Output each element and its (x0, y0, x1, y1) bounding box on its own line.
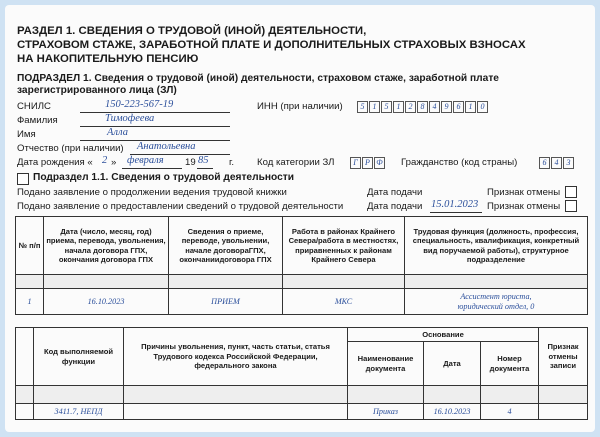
dob-year[interactable]: 85 (198, 155, 209, 166)
application-info-cancel-label: Признак отмены (487, 201, 561, 212)
row-labor-function-line-2: юридический отдел, 0 (457, 301, 535, 311)
row-blank (16, 404, 34, 420)
inn-digit: 1 (369, 101, 380, 113)
dob-label: Дата рождения « (17, 157, 93, 168)
inn-label: ИНН (при наличии) (257, 101, 343, 112)
employment-events-table (15, 216, 588, 315)
basis-table (15, 327, 588, 420)
header-north-work: Работа в районах Крайнего Севера/работа в местностях, приравненных к районам Крайнего Севера (283, 217, 405, 275)
header-document-name: Наименование документа (348, 342, 424, 386)
application-continue-cancel-checkbox[interactable] (565, 186, 577, 198)
inn-cells[interactable] (357, 101, 489, 113)
table1-spacer-row (16, 275, 588, 289)
section-title-line-3: НА НАКОПИТЕЛЬНУЮ ПЕНСИЮ (17, 53, 199, 65)
application-info-date-label: Дата подачи (367, 201, 423, 212)
application-continue-label: Подано заявление о продолжении ведения трудовой книжки (17, 187, 287, 198)
row-cancel-sign[interactable] (539, 404, 588, 420)
header-document-date: Дата (424, 342, 481, 386)
subsection-checkbox[interactable] (17, 173, 29, 185)
header-function-code: Код выполняемой функции (34, 328, 124, 386)
inn-digit: 1 (465, 101, 476, 113)
dob-year-underline (197, 168, 213, 169)
row-document-name[interactable]: Приказ (348, 404, 424, 420)
application-continue-date-label: Дата подачи (367, 187, 423, 198)
table2-spacer-row (16, 386, 588, 404)
row-labor-function-line-1: Ассистент юриста, (460, 292, 532, 301)
snils-value[interactable]: 150-223-567-19 (105, 99, 174, 110)
inn-digit: 2 (405, 101, 416, 113)
row-document-number[interactable]: 4 (481, 404, 539, 420)
dob-month[interactable]: февраля (127, 155, 164, 166)
inn-digit: 8 (417, 101, 428, 113)
category-char: Ф (374, 157, 385, 169)
section-title-line-2: СТРАХОВОМ СТАЖЕ, ЗАРАБОТНОЙ ПЛАТЕ И ДОПОЛНИТЕЛЬНЫХ СТРАХОВЫХ ВЗНОСАХ (17, 39, 526, 51)
inn-digit: 6 (453, 101, 464, 113)
category-cells[interactable] (350, 157, 386, 169)
patronymic-value[interactable]: Анатольевна (137, 141, 196, 152)
citizenship-char: 4 (551, 157, 562, 169)
section-title-line-1: РАЗДЕЛ 1. СВЕДЕНИЯ О ТРУДОВОЙ (ИНОЙ) ДЕЯТЕЛЬНОСТИ, (17, 25, 367, 37)
header-event-info: Сведения о приеме, переводе, увольнении, начале договораГПХ, окончаниидоговора ГПХ (169, 217, 283, 275)
row-dismissal-reason[interactable] (124, 404, 348, 420)
citizenship-cells[interactable] (539, 157, 575, 169)
dob-day[interactable]: 2 (102, 155, 108, 166)
snils-underline (80, 112, 230, 113)
row-north-work[interactable]: МКС (283, 289, 405, 315)
subsection-title-line-2: зарегистрированного лица (ЗЛ) (17, 85, 177, 96)
subsection11-title: Подраздел 1.1. Сведения о трудовой деятельности (33, 172, 294, 183)
citizenship-char: 3 (563, 157, 574, 169)
row-event-date[interactable]: 16.10.2023 (44, 289, 169, 315)
name-value[interactable]: Алла (107, 127, 128, 138)
dob-month-underline (122, 168, 182, 169)
inn-digit: 9 (441, 101, 452, 113)
application-info-cancel-checkbox[interactable] (565, 200, 577, 212)
row-number: 1 (16, 289, 44, 315)
header-event-date: Дата (число, месяц, год) приема, перевода, увольнения, начала договора ГПХ, окончания договора ГПХ (44, 217, 169, 275)
row-event-info[interactable]: ПРИЕМ (169, 289, 283, 315)
surname-label: Фамилия (17, 115, 58, 126)
inn-digit: 1 (393, 101, 404, 113)
citizenship-char: 6 (539, 157, 550, 169)
table-row[interactable] (16, 404, 588, 420)
header-row-number: № п/п (16, 217, 44, 275)
category-char: Г (350, 157, 361, 169)
header-blank (16, 328, 34, 386)
category-char: Р (362, 157, 373, 169)
inn-digit: 5 (381, 101, 392, 113)
header-cancel-sign: Признак отмены записи (539, 328, 588, 386)
inn-digit: 0 (477, 101, 488, 113)
surname-underline (80, 126, 230, 127)
snils-label: СНИЛС (17, 101, 51, 112)
name-label: Имя (17, 129, 36, 140)
header-basis: Основание (348, 328, 539, 342)
header-dismissal-reasons: Причины увольнения, пункт, часть статьи, статья Трудового кодекса Российской Федерации, федерального закона (124, 328, 348, 386)
inn-digit: 4 (429, 101, 440, 113)
subsection-title-line-1: ПОДРАЗДЕЛ 1. Сведения о трудовой (иной) деятельности, страховом стаже, заработной плате (17, 73, 499, 84)
application-info-date[interactable]: 15.01.2023 (431, 199, 479, 210)
header-document-number: Номер документа (481, 342, 539, 386)
dob-year-suffix: г. (229, 157, 234, 168)
dob-year-prefix: 19 (185, 157, 196, 168)
citizenship-label: Гражданство (код страны) (401, 157, 518, 168)
category-label: Код категории ЗЛ (257, 157, 335, 168)
application-info-date-underline (430, 212, 482, 213)
application-info-label: Подано заявление о предоставлении сведений о трудовой деятельности (17, 201, 344, 212)
application-continue-cancel-label: Признак отмены (487, 187, 561, 198)
dob-quote-close: » (111, 157, 117, 168)
inn-digit: 5 (357, 101, 368, 113)
patronymic-label: Отчество (при наличии) (17, 143, 124, 154)
form-sheet (5, 5, 595, 432)
row-document-date[interactable]: 16.10.2023 (424, 404, 481, 420)
row-labor-function[interactable] (405, 289, 588, 315)
header-labor-function: Трудовая функция (должность, профессия, специальность, квалификация, конкретный вид поручаемой работы), структурное подразделение (405, 217, 588, 275)
table-row[interactable] (16, 289, 588, 315)
surname-value[interactable]: Тимофеева (105, 113, 155, 124)
table1-header-row (16, 217, 588, 275)
table2-header-row-1 (16, 328, 588, 342)
row-function-code[interactable]: 3411.7, НЕПД (34, 404, 124, 420)
